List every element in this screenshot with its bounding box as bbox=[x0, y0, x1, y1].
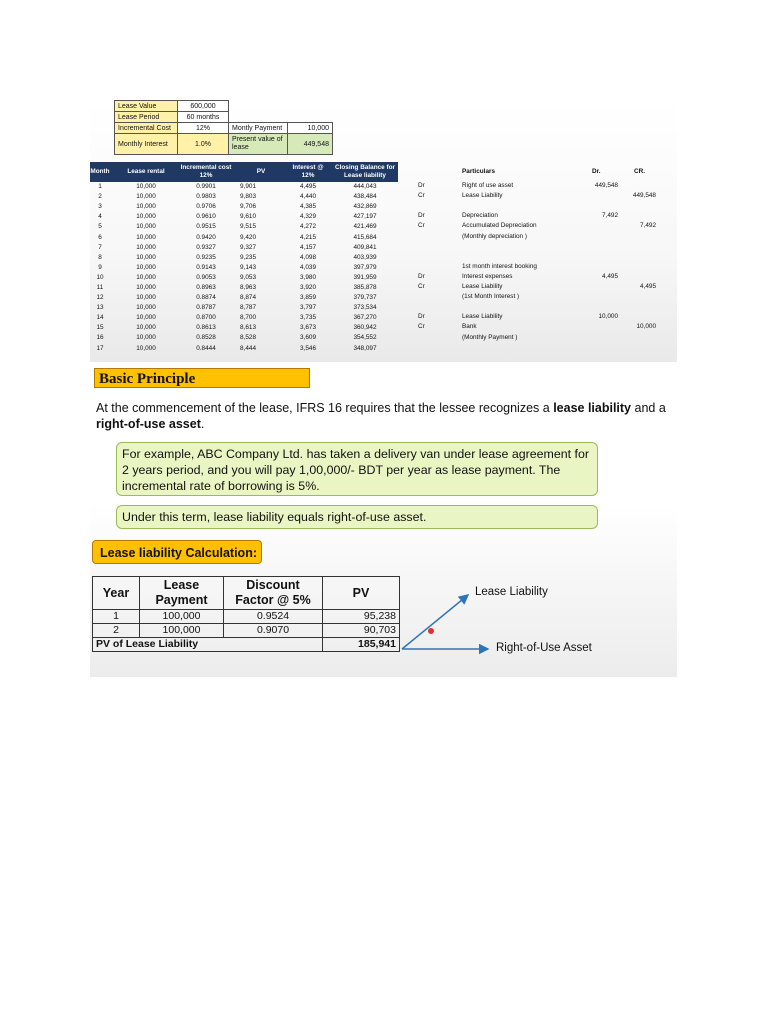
schedule-interest: 3,797 bbox=[300, 304, 316, 312]
monthly-payment: 10,000 bbox=[288, 123, 333, 134]
journal-particular: Lease Liability bbox=[462, 283, 503, 290]
schedule-pv: 8,874 bbox=[240, 294, 256, 302]
schedule-closing-balance: 360,942 bbox=[353, 324, 377, 332]
schedule-pv: 8,963 bbox=[240, 283, 256, 291]
schedule-lease-rental: 10,000 bbox=[136, 334, 156, 342]
journal-dr-amount: 449,548 bbox=[594, 182, 618, 189]
schedule-factor: 0.8787 bbox=[196, 304, 216, 312]
schedule-factor: 0.8874 bbox=[196, 294, 216, 302]
schedule-closing-balance: 409,841 bbox=[353, 243, 377, 251]
table-row bbox=[90, 202, 398, 212]
schedule-interest: 4,272 bbox=[300, 223, 316, 231]
journal-side: Cr bbox=[418, 323, 425, 331]
table-row bbox=[90, 192, 398, 202]
schedule-factor: 0.9901 bbox=[196, 183, 216, 191]
table-row bbox=[90, 263, 398, 273]
journal-particular: 1st month interest booking bbox=[462, 262, 537, 270]
schedule-interest: 4,495 bbox=[300, 183, 316, 191]
schedule-lease-rental: 10,000 bbox=[136, 183, 156, 191]
arrow-to-lease-liability bbox=[402, 595, 468, 649]
schedule-interest: 4,215 bbox=[300, 233, 316, 241]
journal-dr-amount: 7,492 bbox=[602, 212, 618, 220]
schedule-interest: 4,440 bbox=[300, 193, 316, 201]
schedule-factor: 0.9053 bbox=[196, 273, 216, 281]
schedule-closing-balance: 391,959 bbox=[353, 273, 377, 281]
schedule-factor: 0.8700 bbox=[196, 314, 216, 322]
schedule-factor: 0.9610 bbox=[196, 213, 216, 221]
intro-text: . bbox=[200, 417, 205, 431]
schedule-interest: 4,385 bbox=[300, 203, 316, 211]
journal-particular: (Monthly Payment ) bbox=[462, 333, 518, 341]
schedule-month: 7 bbox=[98, 243, 102, 251]
schedule-month: 5 bbox=[98, 223, 102, 231]
table-row bbox=[90, 273, 398, 283]
pv-lease-payment: 100,000 bbox=[140, 624, 224, 638]
table-row bbox=[90, 243, 398, 253]
journal-particular: Bank bbox=[462, 323, 477, 331]
schedule-lease-rental: 10,000 bbox=[136, 213, 156, 221]
schedule-lease-rental: 10,000 bbox=[136, 344, 156, 352]
pv-total-value: 185,941 bbox=[323, 638, 400, 652]
table-row bbox=[90, 323, 398, 333]
intro-text: and a bbox=[631, 401, 666, 415]
journal-header-cr: CR. bbox=[634, 168, 646, 175]
journal-particular: Depreciation bbox=[462, 212, 498, 220]
journal-cr-amount: 4,495 bbox=[640, 283, 656, 290]
schedule-factor: 0.9515 bbox=[196, 223, 216, 231]
cursor-pointer-dot bbox=[428, 628, 434, 634]
table-row bbox=[90, 212, 398, 222]
schedule-factor: 0.9420 bbox=[196, 233, 216, 241]
pv-discount-factor: 0.9070 bbox=[224, 624, 323, 638]
schedule-factor: 0.9803 bbox=[196, 193, 216, 201]
journal-dr-amount: 10,000 bbox=[598, 313, 618, 321]
intro-right-of-use-asset: right-of-use asset bbox=[96, 417, 201, 431]
pv-lease-payment: 100,000 bbox=[140, 610, 224, 624]
table-row bbox=[90, 344, 398, 354]
schedule-factor: 0.8613 bbox=[196, 324, 216, 332]
journal-particular: (1st Month Interest ) bbox=[462, 293, 520, 301]
schedule-pv: 9,053 bbox=[240, 273, 256, 281]
schedule-lease-rental: 10,000 bbox=[136, 314, 156, 322]
journal-side: Dr bbox=[418, 182, 425, 189]
schedule-month: 12 bbox=[96, 294, 104, 302]
intro-lease-liability: lease liability bbox=[553, 401, 632, 415]
schedule-factor: 0.8444 bbox=[196, 344, 216, 352]
table-row bbox=[90, 253, 398, 263]
schedule-body bbox=[90, 182, 398, 354]
excel-screenshot bbox=[90, 100, 677, 362]
basic-principle-heading: Basic Principle bbox=[94, 368, 310, 388]
schedule-closing-balance: 403,939 bbox=[353, 253, 377, 261]
pv-lease-label: Present value of lease bbox=[229, 134, 288, 155]
lease-value: 600,000 bbox=[178, 101, 229, 112]
incremental-cost: 12% bbox=[178, 123, 229, 134]
schedule-lease-rental: 10,000 bbox=[136, 263, 156, 271]
schedule-closing-balance: 444,043 bbox=[353, 183, 377, 191]
table-row bbox=[90, 313, 398, 323]
schedule-closing-balance: 397,979 bbox=[353, 263, 377, 271]
journal-side: Dr bbox=[418, 313, 425, 321]
schedule-factor: 0.9706 bbox=[196, 203, 216, 211]
journal-particular: Right of use asset bbox=[462, 182, 514, 189]
journal-side: Cr bbox=[418, 192, 425, 200]
schedule-month: 17 bbox=[96, 344, 104, 352]
pv-total-label: PV of Lease Liability bbox=[93, 638, 323, 652]
schedule-header: Closing Balance for Lease liability bbox=[332, 162, 398, 182]
lease-calculation-heading: Lease liability Calculation: bbox=[92, 540, 262, 564]
schedule-pv: 8,444 bbox=[240, 344, 256, 352]
schedule-pv: 9,235 bbox=[240, 253, 256, 261]
pv-header-lease-payment: Lease Payment bbox=[140, 577, 224, 610]
lease-period-label: Lease Period bbox=[115, 112, 178, 123]
journal-side: Dr bbox=[418, 272, 425, 280]
schedule-factor: 0.8528 bbox=[196, 334, 216, 342]
schedule-closing-balance: 385,878 bbox=[353, 283, 377, 291]
schedule-interest: 4,157 bbox=[300, 243, 316, 251]
schedule-header: Interest @ 12% bbox=[284, 162, 332, 182]
lease-period: 60 months bbox=[178, 112, 229, 123]
schedule-interest: 4,329 bbox=[300, 213, 316, 221]
example-box: For example, ABC Company Ltd. has taken a delivery van under lease agreement for 2 years period, and you will pay 1,00,000/- BDT per year as lease payment. The incremental rate of borrowing is 5%. bbox=[116, 442, 598, 496]
pv-year: 1 bbox=[93, 610, 140, 624]
schedule-month: 10 bbox=[96, 273, 104, 281]
schedule-month: 11 bbox=[96, 283, 104, 291]
schedule-interest: 4,098 bbox=[300, 253, 316, 261]
table-row bbox=[90, 182, 398, 192]
schedule-factor: 0.9327 bbox=[196, 243, 216, 251]
journal-cr-amount: 7,492 bbox=[640, 222, 656, 230]
schedule-lease-rental: 10,000 bbox=[136, 294, 156, 302]
schedule-closing-balance: 415,684 bbox=[353, 233, 377, 241]
schedule-month: 6 bbox=[98, 233, 102, 241]
schedule-pv: 9,515 bbox=[240, 223, 256, 231]
schedule-pv: 9,803 bbox=[240, 193, 256, 201]
table-row bbox=[90, 283, 398, 293]
lease-parameters-table bbox=[114, 100, 333, 155]
schedule-pv: 9,706 bbox=[240, 203, 256, 211]
journal-header-particulars: Particulars bbox=[462, 168, 496, 175]
schedule-closing-balance: 438,484 bbox=[353, 193, 377, 201]
schedule-month: 8 bbox=[98, 253, 102, 261]
journal-side: Cr bbox=[418, 222, 425, 230]
monthly-interest-label: Monthly Interest bbox=[115, 134, 178, 155]
journal-cr-amount: 449,548 bbox=[632, 192, 656, 200]
schedule-lease-rental: 10,000 bbox=[136, 243, 156, 251]
intro-text: At the commencement of the lease, IFRS 16 requires that the lessee recognizes a bbox=[96, 401, 554, 415]
schedule-pv: 9,901 bbox=[240, 183, 256, 191]
pv-lease: 449,548 bbox=[288, 134, 333, 155]
schedule-factor: 0.9143 bbox=[196, 263, 216, 271]
journal-particular: Interest expenses bbox=[462, 272, 513, 280]
schedule-interest: 3,920 bbox=[300, 283, 316, 291]
schedule-month: 16 bbox=[96, 334, 104, 342]
right-of-use-asset-label: Right-of-Use Asset bbox=[496, 642, 592, 654]
table-row bbox=[90, 293, 398, 303]
pv-year: 2 bbox=[93, 624, 140, 638]
schedule-closing-balance: 379,737 bbox=[353, 294, 377, 302]
schedule-month: 14 bbox=[96, 314, 104, 322]
pv-header-pv: PV bbox=[323, 577, 400, 610]
schedule-closing-balance: 367,270 bbox=[353, 314, 377, 322]
schedule-lease-rental: 10,000 bbox=[136, 304, 156, 312]
schedule-header: Incremental cost 12% bbox=[174, 162, 238, 182]
schedule-closing-balance: 354,552 bbox=[353, 334, 377, 342]
monthly-payment-label: Montly Payment bbox=[229, 123, 288, 134]
schedule-factor: 0.9235 bbox=[196, 253, 216, 261]
schedule-interest: 3,673 bbox=[300, 324, 316, 332]
schedule-pv: 9,610 bbox=[240, 213, 256, 221]
table-row bbox=[90, 232, 398, 242]
schedule-month: 4 bbox=[98, 213, 102, 221]
schedule-month: 2 bbox=[98, 193, 102, 201]
schedule-pv: 9,143 bbox=[240, 263, 256, 271]
schedule-pv: 9,327 bbox=[240, 243, 256, 251]
schedule-pv: 8,787 bbox=[240, 304, 256, 312]
schedule-month: 1 bbox=[98, 183, 102, 191]
schedule-lease-rental: 10,000 bbox=[136, 193, 156, 201]
arrow-diagram bbox=[90, 362, 677, 677]
schedule-closing-balance: 427,197 bbox=[353, 213, 377, 221]
pv-header-discount-factor: Discount Factor @ 5% bbox=[224, 577, 323, 610]
under-term-box: Under this term, lease liability equals right-of-use asset. bbox=[116, 505, 598, 529]
schedule-header: Lease rental bbox=[118, 162, 174, 182]
schedule-header-row bbox=[90, 162, 398, 182]
journal-particular: Lease Liability bbox=[462, 313, 503, 321]
schedule-header: Month bbox=[90, 162, 118, 182]
lease-schedule-table bbox=[90, 162, 398, 354]
schedule-closing-balance: 432,869 bbox=[353, 203, 377, 211]
schedule-lease-rental: 10,000 bbox=[136, 203, 156, 211]
schedule-lease-rental: 10,000 bbox=[136, 324, 156, 332]
schedule-month: 9 bbox=[98, 263, 102, 271]
journal-header-dr: Dr. bbox=[592, 168, 601, 175]
pv-discount-factor: 0.9524 bbox=[224, 610, 323, 624]
pv-value: 95,238 bbox=[323, 610, 400, 624]
journal-particular: Accumulated Depreciation bbox=[462, 222, 537, 230]
schedule-header: PV bbox=[238, 162, 284, 182]
journal-particular: (Monthly depreciation ) bbox=[462, 232, 528, 240]
schedule-lease-rental: 10,000 bbox=[136, 283, 156, 291]
pv-value: 90,703 bbox=[323, 624, 400, 638]
schedule-pv: 8,528 bbox=[240, 334, 256, 342]
schedule-pv: 9,420 bbox=[240, 233, 256, 241]
lease-value-label: Lease Value bbox=[115, 101, 178, 112]
incremental-cost-label: Incremental Cost bbox=[115, 123, 178, 134]
journal-side: Dr bbox=[418, 212, 425, 220]
table-row bbox=[90, 222, 398, 232]
schedule-lease-rental: 10,000 bbox=[136, 223, 156, 231]
schedule-pv: 8,700 bbox=[240, 314, 256, 322]
schedule-lease-rental: 10,000 bbox=[136, 233, 156, 241]
lease-liability-label: Lease Liability bbox=[475, 586, 548, 598]
monthly-interest: 1.0% bbox=[178, 134, 229, 155]
schedule-lease-rental: 10,000 bbox=[136, 273, 156, 281]
journal-cr-amount: 10,000 bbox=[636, 323, 656, 331]
journal-dr-amount: 4,495 bbox=[602, 272, 618, 280]
journal-particular: Lease Liability bbox=[462, 192, 503, 200]
schedule-interest: 3,859 bbox=[300, 294, 316, 302]
schedule-closing-balance: 421,469 bbox=[353, 223, 377, 231]
schedule-interest: 3,609 bbox=[300, 334, 316, 342]
schedule-interest: 3,980 bbox=[300, 273, 316, 281]
table-row bbox=[90, 303, 398, 313]
schedule-factor: 0.8963 bbox=[196, 283, 216, 291]
schedule-closing-balance: 373,534 bbox=[353, 304, 377, 312]
table-row bbox=[90, 333, 398, 343]
schedule-month: 3 bbox=[98, 203, 102, 211]
schedule-interest: 4,039 bbox=[300, 263, 316, 271]
schedule-interest: 3,735 bbox=[300, 314, 316, 322]
schedule-closing-balance: 348,097 bbox=[353, 344, 377, 352]
schedule-month: 13 bbox=[96, 304, 104, 312]
pv-header-year: Year bbox=[93, 577, 140, 610]
basic-principle-slide bbox=[90, 362, 677, 677]
schedule-pv: 8,613 bbox=[240, 324, 256, 332]
schedule-lease-rental: 10,000 bbox=[136, 253, 156, 261]
schedule-month: 15 bbox=[96, 324, 104, 332]
journal-side: Cr bbox=[418, 283, 425, 290]
schedule-interest: 3,546 bbox=[300, 344, 316, 352]
